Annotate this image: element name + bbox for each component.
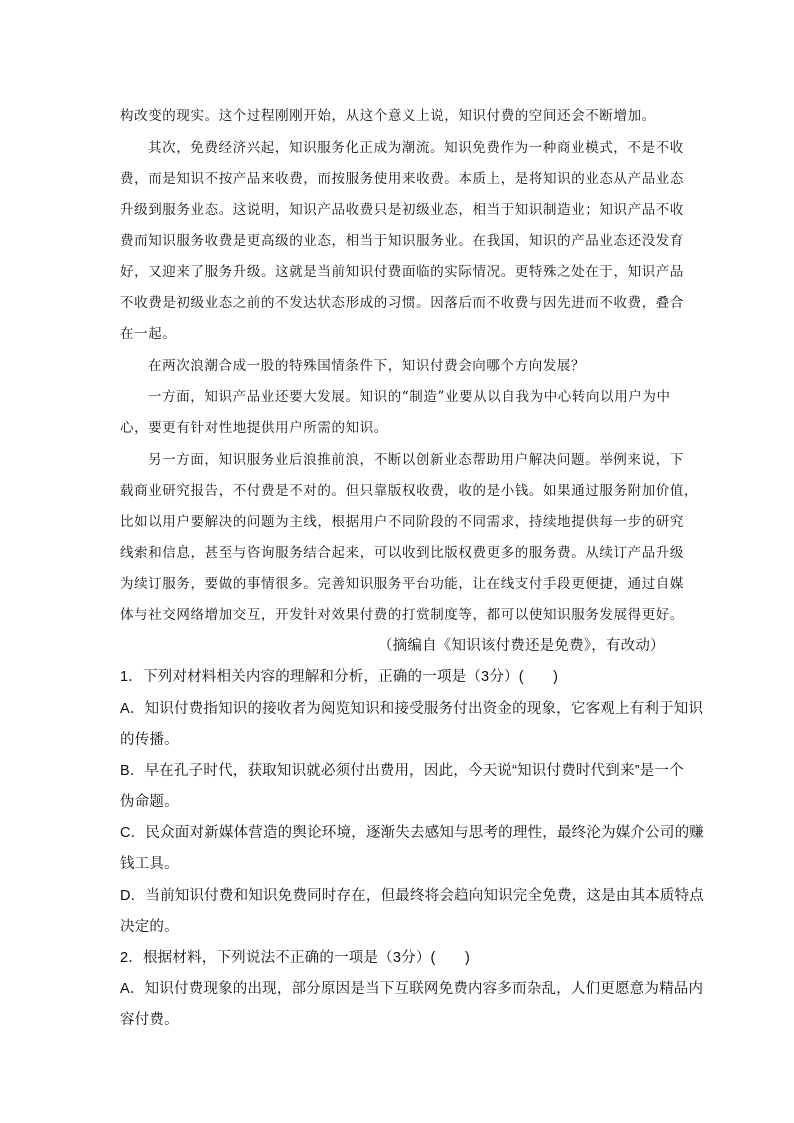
question-1-stem: 1．下列对材料相关内容的理解和分析，正确的一项是（3分）( ) [120, 669, 559, 685]
article-line-13: 载商业研究报告，不付费是不对的。但只靠版权收费，收的是小钱。如果通过服务附加价值， [120, 483, 699, 499]
article-line-7: 不收费是初级业态之前的不发达状态形成的习惯。因落后而不收费与因先进而不收费，叠合 [120, 295, 684, 311]
question-1-option-c: C．民众面对新媒体营造的舆论环境，逐渐失去感知与思考的理性，最终沦为媒介公司的赚 [120, 825, 704, 841]
article-line-16: 为续订服务，要做的事情很多。完善知识服务平台功能，让在线支付手段更便捷，通过自媒 [120, 576, 684, 592]
question-1-option-a-cont: 的传播。 [120, 732, 179, 748]
article-line-11: 心，要更有针对性地提供用户所需的知识。 [120, 420, 388, 436]
article-line-6: 好，又迎来了服务升级。这就是当前知识付费面临的实际情况。更特殊之处在于，知识产品 [120, 264, 684, 280]
article-line-4: 升级到服务业态。这说明，知识产品收费只是初级业态，相当于知识制造业；知识产品不收 [120, 202, 684, 218]
article-line-17: 体与社交网络增加交互，开发针对效果付费的打赏制度等，都可以使知识服务发展得更好。 [120, 607, 684, 623]
question-1-option-b-cont: 伪命题。 [120, 794, 179, 810]
question-2-option-a: A．知识付费现象的出现，部分原因是当下互联网免费内容多而杂乱，人们更愿意为精品内 [120, 981, 704, 997]
question-1-option-c-cont: 钱工具。 [120, 856, 179, 872]
question-1-option-b: B．早在孔子时代，获取知识就必须付出费用，因此，今天说“知识付费时代到来”是一个 [120, 763, 684, 779]
article-line-2: 其次，免费经济兴起，知识服务化正成为潮流。知识免费作为一种商业模式，不是不收 [148, 140, 684, 156]
article-line-8: 在一起。 [120, 326, 177, 342]
source-attribution: （摘编自《知识该付费还是免费》，有改动） [378, 638, 665, 654]
question-2-stem: 2．根据材料，下列说法不正确的一项是（3分）( ) [120, 950, 470, 966]
article-line-12: 另一方面，知识服务业后浪推前浪，不断以创新业态帮助用户解决问题。举例来说，下 [148, 452, 684, 468]
article-line-10: 一方面，知识产品业还要大发展。知识的“制造”业要从以自我为中心转向以用户为中 [148, 389, 671, 405]
article-line-14: 比如以用户要解决的问题为主线，根据用户不同阶段的不同需求，持续地提供每一步的研究 [120, 514, 684, 530]
question-1-option-a: A．知识付费指知识的接收者为阅览知识和接受服务付出资金的现象，它客观上有利于知识 [120, 701, 704, 717]
article-line-1: 构改变的现实。这个过程刚刚开始，从这个意义上说，知识付费的空间还会不断增加。 [120, 108, 656, 124]
question-1-option-d-cont: 决定的。 [120, 919, 179, 935]
article-line-3: 费，而是知识不按产品来收费，而按服务使用来收费。本质上，是将知识的业态从产品业态 [120, 171, 684, 187]
article-line-5: 费而知识服务收费是更高级的业态，相当于知识服务业。在我国，知识的产品业态还没发育 [120, 233, 684, 249]
question-1-option-d: D．当前知识付费和知识免费同时存在，但最终将会趋向知识完全免费，这是由其本质特点 [120, 888, 704, 904]
question-2-option-a-cont: 容付费。 [120, 1012, 179, 1028]
article-line-9: 在两次浪潮合成一股的特殊国情条件下，知识付费会向哪个方向发展？ [148, 358, 586, 374]
article-line-15: 线索和信息，甚至与咨询服务结合起来，可以收到比版权费更多的服务费。从续订产品升级 [120, 545, 684, 561]
